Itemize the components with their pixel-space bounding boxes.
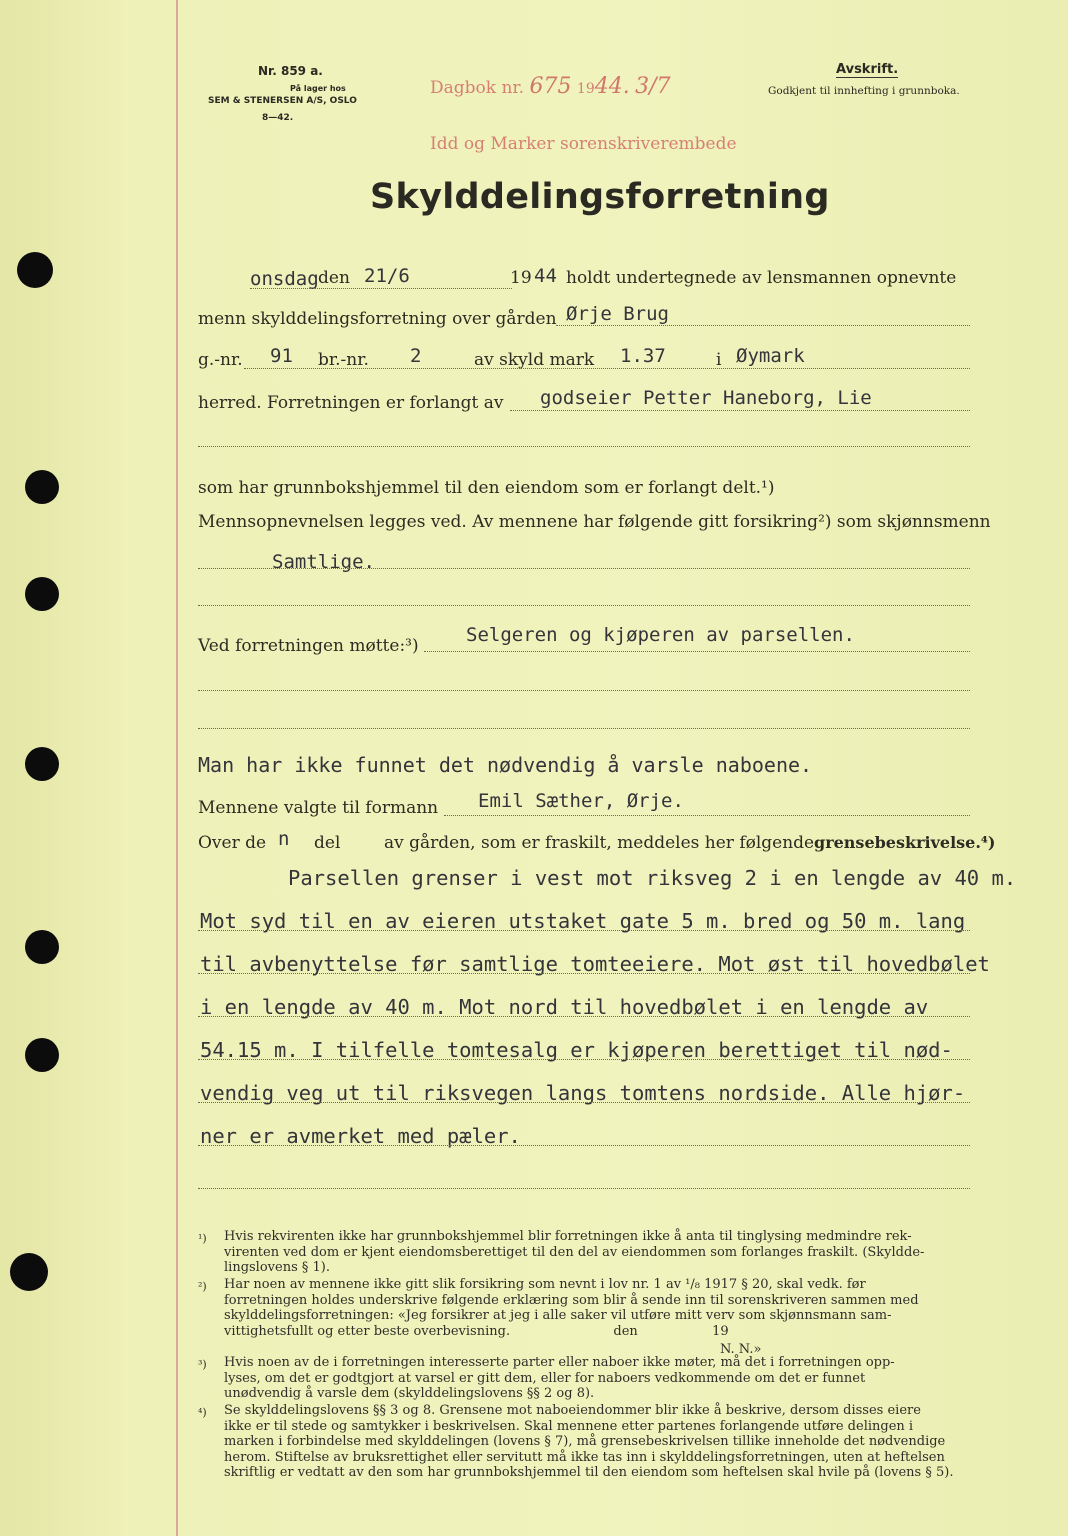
weekday: onsdag: [250, 268, 319, 290]
footnote-line: lingslovens § 1).: [224, 1260, 330, 1275]
punch-hole: [10, 1253, 48, 1291]
description-line: 54.15 m. I tilfelle tomtesalg er kjøperen berettiget til nød-: [200, 1038, 953, 1062]
dotted-line: [510, 410, 970, 411]
municipality: Øymark: [736, 345, 805, 367]
footnote-marker: ⁴): [198, 1406, 207, 1419]
footnote-line: Se skylddelingslovens §§ 3 og 8. Grensene mot naboeiendommer blir ikke å beskrive, dersom disses eiere: [224, 1403, 921, 1418]
description-line: Mot syd til en av eieren utstaket gate 5 m. bred og 50 m. lang: [200, 909, 966, 933]
dotted-line: [198, 973, 970, 974]
margin-line: [176, 0, 178, 1536]
form-text: av gården, som er fraskilt, meddeles her følgende: [384, 833, 815, 853]
skyld-value: 1.37: [620, 345, 666, 367]
footnote-line: herom. Stiftelse av bruksrettighet eller servitutt må ikke tas inn i skylddelingsforretningen, uten at heftelsen: [224, 1449, 945, 1465]
gnr-value: 91: [270, 345, 293, 367]
punch-hole: [25, 930, 59, 964]
dotted-line: [556, 325, 970, 326]
punch-hole: [25, 577, 59, 611]
chairman: Emil Sæther, Ørje.: [478, 790, 684, 812]
avskrift-label: Avskrift.: [836, 62, 899, 77]
footnote-line: ikke er til stede og samtykker i beskrivelsen. Skal mennene etter partenes forlangende utføre delingen i: [224, 1418, 914, 1434]
dotted-line: [198, 728, 970, 729]
footnote-marker: ²): [198, 1280, 207, 1293]
del-label: del: [314, 833, 341, 853]
dotted-line: [198, 1188, 970, 1189]
form-text: holdt undertegnede av lensmannen opnevnte: [566, 268, 957, 288]
dotted-line: [444, 815, 970, 816]
form-text: menn skylddelingsforretning over gården: [198, 309, 557, 329]
footnote-line: skylddelingsforretningen: «Jeg forsikrer at jeg i alle saker vil utføre mitt verv som skjønnsmann sam-: [224, 1308, 892, 1323]
form-text: Ved forretningen møtte:³): [198, 636, 419, 656]
punch-hole: [25, 747, 59, 781]
attended: Selgeren og kjøperen av parsellen.: [466, 624, 855, 646]
grense-label: grensebeskrivelse.⁴): [814, 833, 996, 852]
journal-stamp: [430, 74, 671, 99]
footnote-line: Har noen av mennene ikke gitt slik forsikring som nevnt i lov nr. 1 av ¹/₈ 1917 § 20, skal vedk. før: [224, 1277, 866, 1292]
publisher-line: 8—42.: [262, 113, 294, 123]
form-text: Mennene valgte til formann: [198, 798, 439, 818]
skyld-label: av skyld mark: [474, 350, 595, 370]
footnote-marker: ³): [198, 1358, 207, 1371]
notice-text: Man har ikke funnet det nødvendig å varsle naboene.: [198, 753, 813, 777]
footnote-line: marken i forbindelse med skylddelingen (lovens § 7), må grensebeskrivelsen tillike inneholde det nødvendige: [224, 1434, 946, 1449]
court-office: Idd og Marker sorenskriverembede: [430, 134, 737, 154]
description-line: ner er avmerket med pæler.: [200, 1124, 521, 1148]
i-label: i: [716, 350, 722, 370]
dotted-line: [198, 568, 970, 569]
year-prefix: 19: [510, 268, 532, 288]
dagbok-label: Dagbok nr.: [430, 78, 525, 98]
footnote-3: [224, 1355, 895, 1402]
publisher-line: På lager hos: [290, 84, 346, 93]
footnote-line: forretningen holdes underskrive følgende erklæring som blir å sende inn til sorenskriveren sammen med: [224, 1292, 919, 1308]
over-de-label: Over de: [198, 833, 267, 853]
footnote-2: [224, 1277, 919, 1339]
description-line: Parsellen grenser i vest mot riksveg 2 i en lengde av 40 m.: [288, 866, 1017, 890]
dotted-line: [198, 1102, 970, 1103]
requester: godseier Petter Haneborg, Lie: [540, 387, 872, 409]
form-text: Mennsopnevnelsen legges ved. Av mennene har følgende gitt forsikring²) som skjønnsmenn: [198, 512, 991, 532]
dotted-line: [198, 690, 970, 691]
footnote-line: skriftlig er vedtatt av den som har grunnbokshjemmel til den eiendom som heftelsen skal hvile på (lovens § 5).: [224, 1465, 954, 1480]
bnr-label: br.-nr.: [318, 350, 369, 370]
page-title: Skylddelingsforretning: [370, 177, 830, 217]
description-line: vendig veg ut til riksvegen langs tomtens nordside. Alle hjør-: [200, 1081, 966, 1105]
punch-hole: [25, 1038, 59, 1072]
footnote-line: Hvis rekvirenten ikke har grunnbokshjemmel blir forretningen ikke å anta til tinglysing medmindre rek-: [224, 1229, 912, 1244]
footnote-line: vittighetsfullt og etter beste overbevisning. den 19: [224, 1323, 729, 1339]
dotted-line: [198, 605, 970, 606]
footnote-line: Hvis noen av de i forretningen interesserte parter eller naboer ikke møter, må det i forretningen opp-: [224, 1355, 895, 1370]
form-number: Nr. 859 a.: [258, 64, 323, 78]
dotted-line: [250, 288, 512, 289]
footnote-1: [224, 1229, 924, 1276]
farm-name: Ørje Brug: [566, 303, 669, 325]
bnr-value: 2: [410, 345, 422, 367]
year-prefix: 19: [576, 81, 595, 97]
footnote-marker: ¹): [198, 1232, 207, 1245]
dotted-line: [198, 446, 970, 447]
signature-placeholder: N. N.»: [720, 1342, 762, 1357]
approved-note: Godkjent til innhefting i grunnboka.: [768, 85, 960, 97]
footnote-line: unødvendig å varsle dem (skylddelingslovens §§ 2 og 8).: [224, 1386, 595, 1401]
description-line: i en lengde av 40 m. Mot nord til hovedbølet i en lengde av: [200, 995, 929, 1019]
punch-hole: [25, 470, 59, 504]
form-text: som har grunnbokshjemmel til den eiendom som er forlangt delt.¹): [198, 478, 775, 498]
dotted-line: [198, 930, 970, 931]
description-line: til avbenyttelse før samtlige tomteeiere. Mot øst til hovedbølet: [200, 952, 990, 976]
footnote-line: lyses, om det er godtgjort at varsel er gitt dem, eller for naboers vedkommende om det er funnet: [224, 1370, 866, 1386]
part-letter: n: [278, 828, 290, 850]
dotted-line: [424, 651, 970, 652]
dagbok-number: 675: [529, 74, 572, 99]
dotted-line: [198, 1059, 970, 1060]
dagbok-date: 3/7: [635, 74, 671, 99]
punch-hole: [17, 252, 53, 288]
dagbok-year: 44.: [594, 74, 630, 99]
dotted-line: [198, 1145, 970, 1146]
sworn-men: Samtlige.: [272, 551, 375, 573]
meeting-year: 44: [534, 265, 557, 287]
dotted-line: [198, 1016, 970, 1017]
publisher-line: SEM & STENERSEN A/S, OSLO: [208, 96, 357, 106]
footnote-line: virenten ved dom er kjent eiendomsberettiget til den del av eiendommen som forlanges fraskilt. (Skyldde-: [224, 1244, 925, 1260]
dotted-line: [244, 368, 970, 369]
den-label: den: [318, 268, 350, 288]
gnr-label: g.-nr.: [198, 350, 243, 370]
form-text: herred. Forretningen er forlangt av: [198, 393, 504, 413]
meeting-date: 21/6: [364, 265, 410, 287]
footnote-4: [224, 1403, 953, 1481]
